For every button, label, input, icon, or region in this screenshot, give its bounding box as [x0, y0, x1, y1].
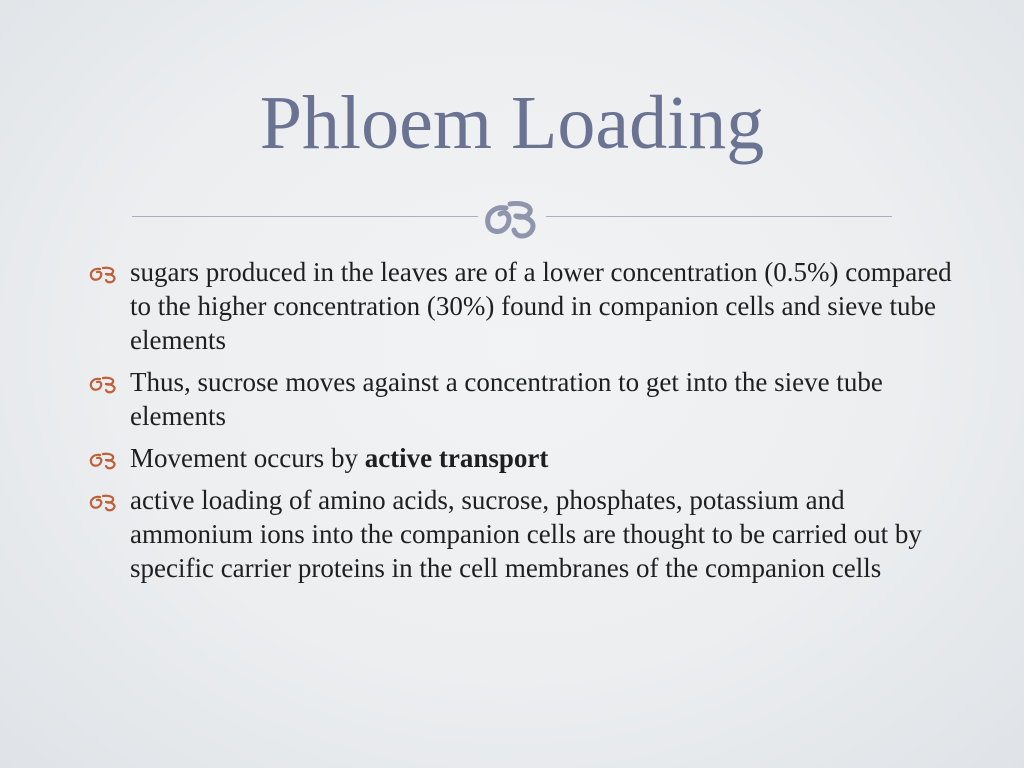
ornament-bullet-icon [88, 492, 118, 512]
list-item [84, 365, 964, 433]
bullet-text: Movement occurs by [130, 443, 365, 473]
divider-line-left [132, 216, 478, 217]
ornament-bullet-icon [88, 450, 118, 470]
list-item [84, 441, 964, 475]
bullet-list [84, 255, 964, 593]
ornament-bullet-icon [88, 264, 118, 284]
divider-line-right [546, 216, 892, 217]
title-divider [132, 192, 892, 242]
bullet-text: Thus, sucrose moves against a concentration to get into the sieve tube elements [130, 367, 883, 431]
list-item [84, 483, 964, 585]
list-item [84, 255, 964, 357]
bullet-text-bold: active transport [364, 443, 549, 473]
bullet-text: active loading of amino acids, sucrose, phosphates, potassium and ammonium ions into the companion cells are thought to be carried out by specific carrier proteins in the cell membranes of the companion cells [130, 485, 922, 583]
bullet-text: sugars produced in the leaves are of a lower concentration (0.5%) compared to the higher concentration (30%) found in companion cells and sieve tube elements [130, 257, 952, 355]
ornament-bullet-icon [88, 374, 118, 394]
ornament-divider-icon [480, 192, 544, 240]
slide-title: Phloem Loading [259, 81, 765, 165]
